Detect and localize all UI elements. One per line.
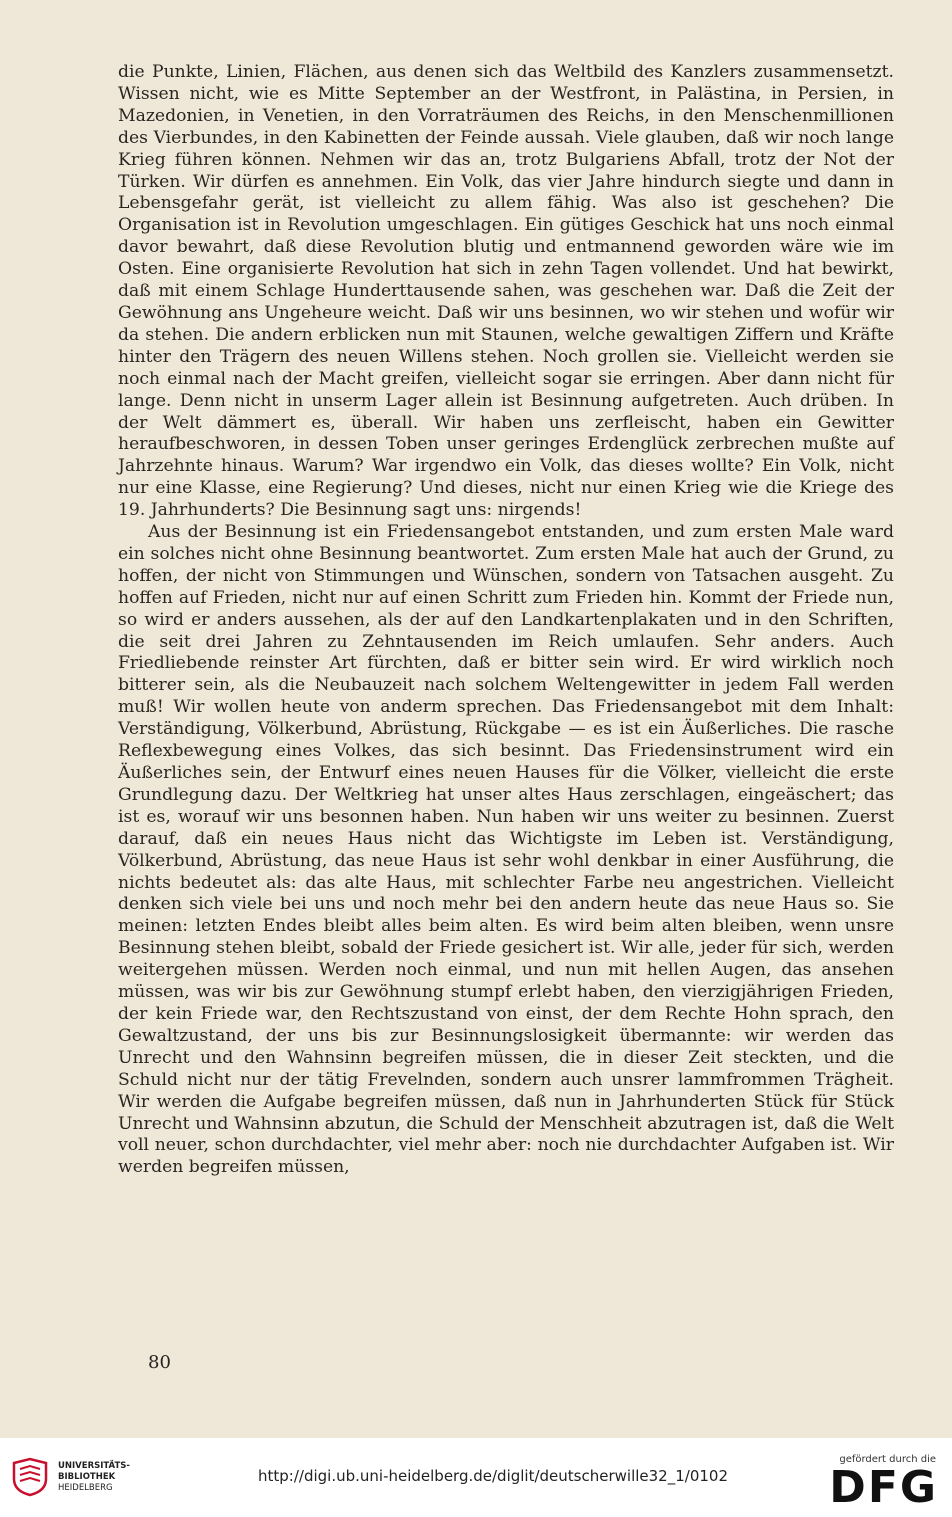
body-text bbox=[118, 62, 894, 1179]
source-url[interactable]: http://digi.ub.uni-heidelberg.de/diglit/deutscherwille32_1/0102 bbox=[258, 1467, 728, 1485]
paragraph-1: die Punkte, Linien, Flächen, aus denen sich das Weltbild des Kanzlers zusammensetzt. Wissen nicht, wie es Mitte September an der Westfront, in Palästina, in Persien, in Mazedonien, in Venetien, in den Vorraträumen des Reichs, in den Menschenmillionen des Vierbundes, in den Kabinetten der Feinde aussah. Viele glauben, daß wir noch lange Krieg führen können. Nehmen wir das an, trotz Bulgariens Abfall, trotz der Not der Türken. Wir dürfen es annehmen. Ein Volk, das vier Jahre hindurch siegte und dann in Lebensgefahr gerät, ist vielleicht zu allem fähig. Was also ist geschehen? Die Organisation ist in Revolution umgeschlagen. Ein gütiges Geschick hat uns noch einmal davor bewahrt, daß diese Revolution blutig und entmannend geworden wäre wie im Osten. Eine organisierte Revolution hat sich in zehn Tagen vollendet. Und hat bewirkt, daß mit einem Schlage Hunderttausende sahen, was geschehen war. Daß die Zeit der Gewöhnung ans Ungeheure weicht. Daß wir uns besinnen, wo wir stehen und wofür wir da stehen. Die andern erblicken nun mit Staunen, welche gewaltigen Ziffern und Kräfte hinter den Trägern des neuen Willens stehen. Noch grollen sie. Vielleicht werden sie noch einmal nach der Macht greifen, vielleicht sogar sie erringen. Aber dann nicht für lange. Denn nicht in unserm Lager allein ist Besinnung aufgetreten. Auch drüben. In der Welt dämmert es, überall. Wir haben uns zerfleischt, haben ein Gewitter heraufbeschworen, in dessen Toben unser geringes Erdenglück zerbrechen mußte auf Jahrzehnte hinaus. Warum? War irgendwo ein Volk, das dieses wollte? Ein Volk, nicht nur eine Klasse, eine Regierung? Und dieses, nicht nur einen Krieg wie die Kriege des 19. Jahrhunderts? Die Besinnung sagt uns: nirgends! bbox=[118, 62, 894, 521]
page-number: 80 bbox=[148, 1352, 171, 1373]
library-label-line3: HEIDELBERG bbox=[58, 1483, 113, 1493]
library-label bbox=[58, 1461, 130, 1494]
dfg-logo: DFG bbox=[829, 1462, 938, 1513]
library-label-line2: BIBLIOTHEK bbox=[58, 1472, 116, 1482]
university-library-logo-icon bbox=[10, 1457, 50, 1497]
paragraph-2: Aus der Besinnung ist ein Friedensangebot entstanden, und zum ersten Male ward ein solches nicht ohne Besinnung beantwortet. Zum ersten Male hat auch der Grund, zu hoffen, der nicht von Stimmungen und Wünschen, sondern von Tatsachen ausgeht. Zu hoffen auf Frieden, nicht nur auf einen Schritt zum Frieden hin. Kommt der Friede nun, so wird er anders aussehen, als der auf den Landkartenplakaten und in den Schriften, die seit drei Jahren zu Zehntausenden im Reich umlaufen. Sehr anders. Auch Friedliebende reinster Art fürchten, daß er bitter sein wird. Er wird wirklich noch bitterer sein, als die Neubauzeit nach solchem Weltengewitter in jedem Fall werden muß! Wir wollen heute von anderm sprechen. Das Friedensangebot mit dem Inhalt: Verständigung, Völkerbund, Abrüstung, Rückgabe — es ist ein Äußerliches. Die rasche Reflexbewegung eines Volkes, das sich besinnt. Das Friedensinstrument wird ein Äußerliches sein, der Entwurf eines neuen Hauses für die Völker, vielleicht die erste Grundlegung dazu. Der Weltkrieg hat unser altes Haus zerschlagen, eingeäschert; das ist es, worauf wir uns besonnen haben. Nun haben wir uns weiter zu besinnen. Zuerst darauf, daß ein neues Haus nicht das Wichtigste im Leben ist. Verständigung, Völkerbund, Abrüstung, das neue Haus ist sehr wohl denkbar in einer Ausführung, die nichts bedeutet als: das alte Haus, mit schlechter Farbe neu angestrichen. Vielleicht denken sich viele bei uns und noch mehr bei den andern heute das neue Haus so. Sie meinen: letzten Endes bleibt alles beim alten. Es wird beim alten bleiben, wenn unsre Besinnung stehen bleibt, sobald der Friede gesichert ist. Wir alle, jeder für sich, werden weitergehen müssen. Werden noch einmal, und nun mit hellen Augen, das ansehen müssen, was wir bis zur Gewöhnung stumpf erlebt haben, den vierzigjährigen Frieden, der kein Friede war, den Rechtszustand von einst, der dem Rechte Hohn sprach, den Gewaltzustand, der uns bis zur Besinnungslosigkeit übermannte: wir werden das Unrecht und den Wahnsinn begreifen müssen, die in dieser Zeit steckten, und die Schuld nicht nur der tätig Frevelnden, sondern auch unsrer lammfrommen Trägheit. Wir werden die Aufgabe begreifen müssen, daß nun in Jahrhunderten Stück für Stück Unrecht und Wahnsinn abzutun, die Schuld der Menschheit abzutragen ist, daß die Welt voll neuer, schon durchdachter, viel mehr aber: noch nie durchdachter Aufgaben ist. Wir werden begreifen müssen, bbox=[118, 522, 894, 1178]
funding-note: gefördert durch die bbox=[839, 1454, 936, 1465]
library-label-line1: UNIVERSITÄTS- bbox=[58, 1461, 130, 1471]
